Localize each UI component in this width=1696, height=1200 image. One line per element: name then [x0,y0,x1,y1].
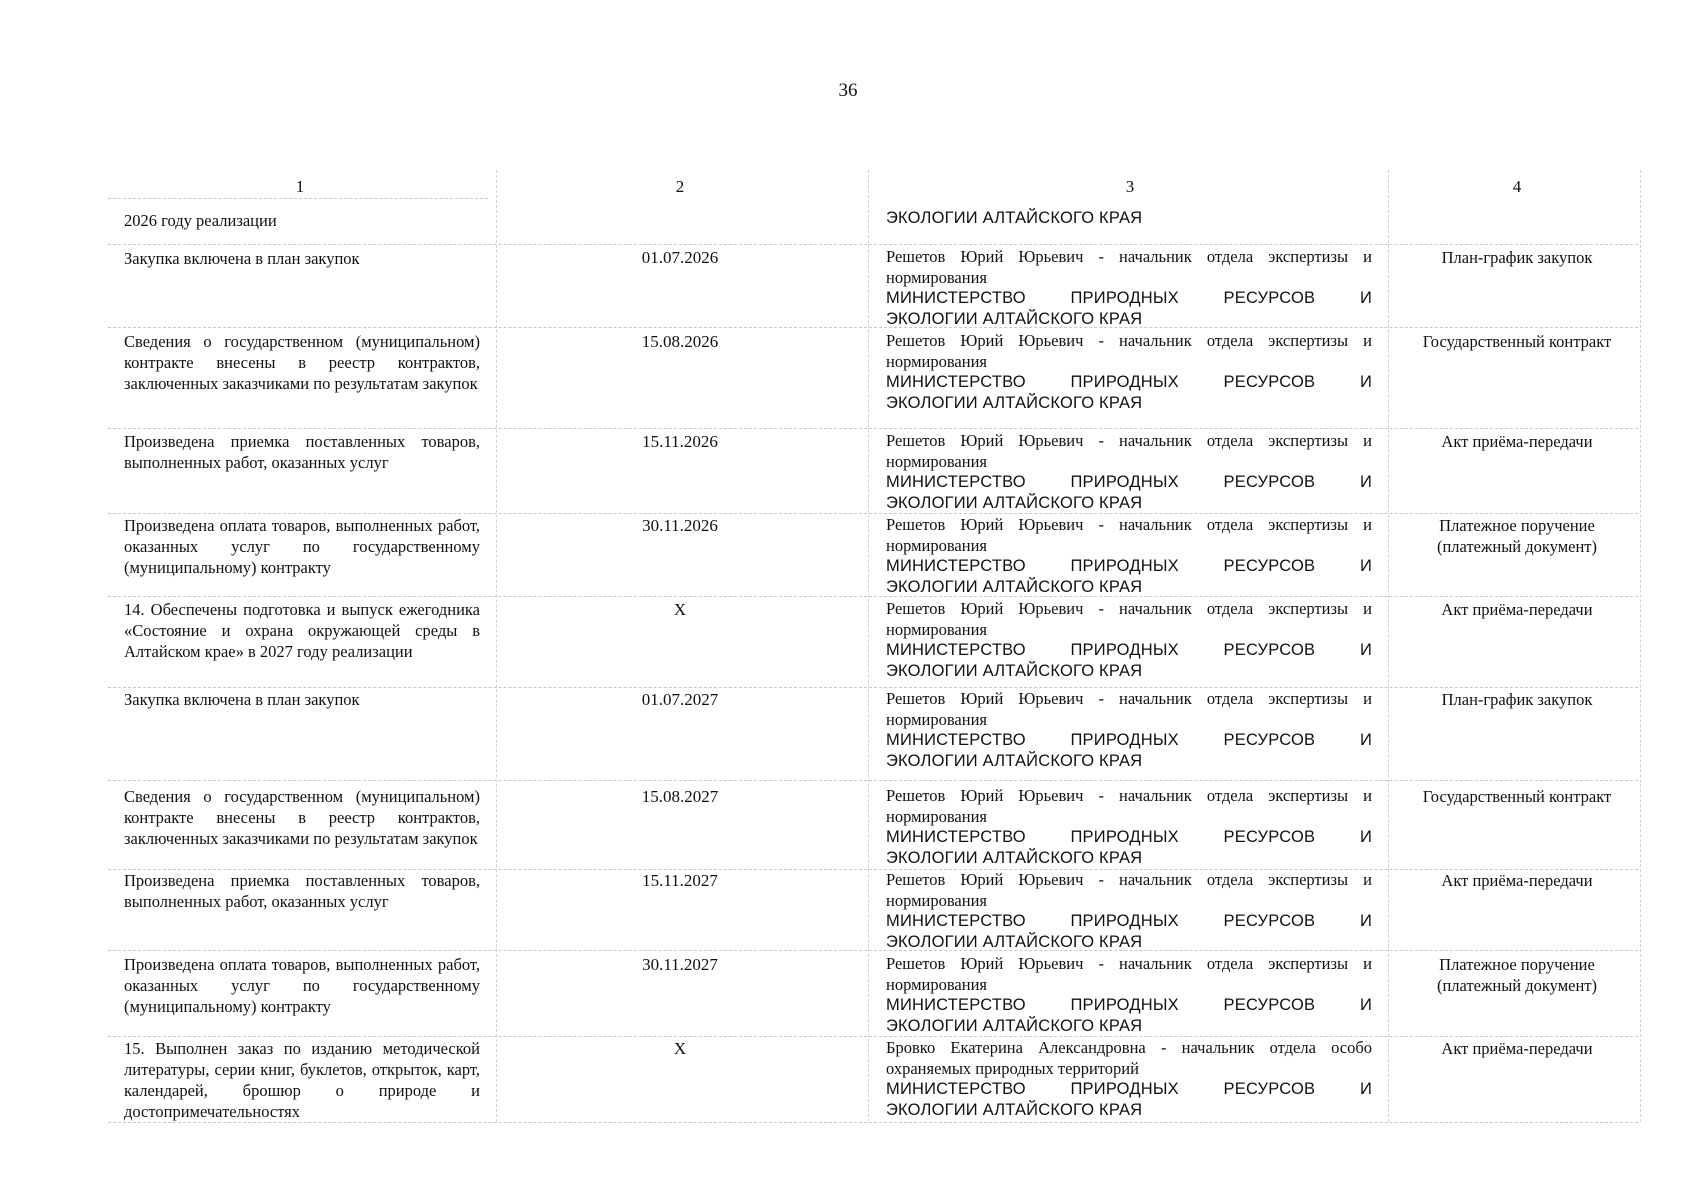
date-cell: 01.07.2026 [641,248,719,267]
event-text: Сведения о государственном (муниципальном) контракте внесены в реестр контрактов, заключенных заказчиками по результатам закупок [124,332,480,393]
ministry-name: МИНИСТЕРСТВО ПРИРОДНЫХ РЕСУРСОВ И ЭКОЛОГИИ АЛТАЙСКОГО КРАЯ [886,641,1372,680]
responsible-person: Решетов Юрий Юрьевич - начальник отдела экспертизы и нормирования [886,689,1372,729]
ministry-name: МИНИСТЕРСТВО ПРИРОДНЫХ РЕСУРСОВ И ЭКОЛОГИИ АЛТАЙСКОГО КРАЯ [886,373,1372,412]
event-text: Закупка включена в план закупок [124,249,360,268]
date-cell: X [673,600,687,619]
event-text: Закупка включена в план закупок [124,690,360,709]
document-cell: Государственный контракт [1422,787,1612,806]
row-divider [108,596,1638,597]
responsible-cell [886,247,1372,329]
responsible-person: Решетов Юрий Юрьевич - начальник отдела экспертизы и нормирования [886,431,1372,471]
responsible-person: Решетов Юрий Юрьевич - начальник отдела экспертизы и нормирования [886,599,1372,639]
column-divider [1388,170,1389,1122]
responsible-cell [886,689,1372,771]
event-text: 14. Обеспечены подготовка и выпуск ежегодника «Состояние и охрана окружающей среды в Алтайском крае» в 2027 году реализации [124,600,480,661]
column-header-1: 1 [295,177,305,196]
row-divider [108,950,1638,951]
responsible-cell [886,1038,1372,1120]
column-divider [1640,170,1641,1122]
document-cell: Акт приёма-передачи [1441,871,1593,890]
page-number: 36 [838,80,858,101]
document-cell: Акт приёма-передачи [1441,1039,1593,1058]
event-text: Произведена приемка поставленных товаров, выполненных работ, оказанных услуг [124,871,480,911]
row-divider [108,687,1638,688]
responsible-person: Решетов Юрий Юрьевич - начальник отдела экспертизы и нормирования [886,870,1372,910]
ministry-name: МИНИСТЕРСТВО ПРИРОДНЫХ РЕСУРСОВ И ЭКОЛОГИИ АЛТАЙСКОГО КРАЯ [886,557,1372,596]
date-cell: 15.11.2027 [642,871,718,890]
column-divider [496,170,497,1122]
column-header-4: 4 [1512,177,1522,196]
ministry-name: МИНИСТЕРСТВО ПРИРОДНЫХ РЕСУРСОВ И ЭКОЛОГИИ АЛТАЙСКОГО КРАЯ [886,1080,1372,1119]
row-divider [108,1036,1638,1037]
row-divider [108,198,488,199]
ministry-name: МИНИСТЕРСТВО ПРИРОДНЫХ РЕСУРСОВ И ЭКОЛОГИИ АЛТАЙСКОГО КРАЯ [886,996,1372,1035]
column-header-3: 3 [1125,177,1135,196]
document-cell: Акт приёма-передачи [1441,600,1593,619]
date-cell: 01.07.2027 [641,690,719,709]
event-text: Сведения о государственном (муниципальном) контракте внесены в реестр контрактов, заключенных заказчиками по результатам закупок [124,787,480,848]
row-divider [108,244,1638,245]
responsible-cell [886,599,1372,681]
document-cell: План-график закупок [1441,248,1593,267]
responsible-person: Решетов Юрий Юрьевич - начальник отдела экспертизы и нормирования [886,954,1372,994]
date-cell: 15.11.2026 [642,432,718,451]
ministry-name: МИНИСТЕРСТВО ПРИРОДНЫХ РЕСУРСОВ И ЭКОЛОГИИ АЛТАЙСКОГО КРАЯ [886,828,1372,867]
event-text: Произведена оплата товаров, выполненных работ, оказанных услуг по государственному (муниципальному) контракту [124,516,480,577]
document-cell: Платежное поручение (платежный документ) [1436,516,1598,556]
ministry-name-tail: ЭКОЛОГИИ АЛТАЙСКОГО КРАЯ [886,209,1143,227]
document-cell: Государственный контракт [1422,332,1612,351]
date-cell: 30.11.2027 [642,955,718,974]
responsible-cell [886,515,1372,597]
ministry-name: МИНИСТЕРСТВО ПРИРОДНЫХ РЕСУРСОВ И ЭКОЛОГИИ АЛТАЙСКОГО КРАЯ [886,473,1372,512]
document-cell: Акт приёма-передачи [1441,432,1593,451]
responsible-cell [886,954,1372,1036]
responsible-cell [886,431,1372,513]
responsible-person: Бровко Екатерина Александровна - начальник отдела особо охраняемых природных территорий [886,1038,1372,1078]
row-divider [108,428,1638,429]
row-divider [108,780,1638,781]
responsible-person: Решетов Юрий Юрьевич - начальник отдела экспертизы и нормирования [886,786,1372,826]
ministry-name: МИНИСТЕРСТВО ПРИРОДНЫХ РЕСУРСОВ И ЭКОЛОГИИ АЛТАЙСКОГО КРАЯ [886,731,1372,770]
row-divider [108,513,1638,514]
date-cell: 15.08.2026 [641,332,719,351]
row-divider [108,1122,1638,1123]
event-text: 2026 году реализации [124,211,277,230]
event-text: 15. Выполнен заказ по изданию методической литературы, серии книг, буклетов, открыток, карт, календарей, брошюр о природе и достопримечательностях [124,1039,480,1121]
ministry-name: МИНИСТЕРСТВО ПРИРОДНЫХ РЕСУРСОВ И ЭКОЛОГИИ АЛТАЙСКОГО КРАЯ [886,289,1372,328]
responsible-person: Решетов Юрий Юрьевич - начальник отдела экспертизы и нормирования [886,331,1372,371]
date-cell: 15.08.2027 [641,787,719,806]
document-cell: Платежное поручение (платежный документ) [1436,955,1598,995]
responsible-person: Решетов Юрий Юрьевич - начальник отдела экспертизы и нормирования [886,515,1372,555]
responsible-cell [886,331,1372,413]
column-header-2: 2 [675,177,685,196]
event-text: Произведена приемка поставленных товаров, выполненных работ, оказанных услуг [124,432,480,472]
row-divider [108,327,1638,328]
responsible-person: Решетов Юрий Юрьевич - начальник отдела экспертизы и нормирования [886,247,1372,287]
document-cell: План-график закупок [1441,690,1593,709]
ministry-name: МИНИСТЕРСТВО ПРИРОДНЫХ РЕСУРСОВ И ЭКОЛОГИИ АЛТАЙСКОГО КРАЯ [886,912,1372,951]
column-divider [868,170,869,1122]
event-text: Произведена оплата товаров, выполненных работ, оказанных услуг по государственному (муниципальному) контракту [124,955,480,1016]
date-cell: 30.11.2026 [642,516,718,535]
responsible-cell [886,870,1372,952]
responsible-cell [886,786,1372,868]
date-cell: X [673,1039,687,1058]
